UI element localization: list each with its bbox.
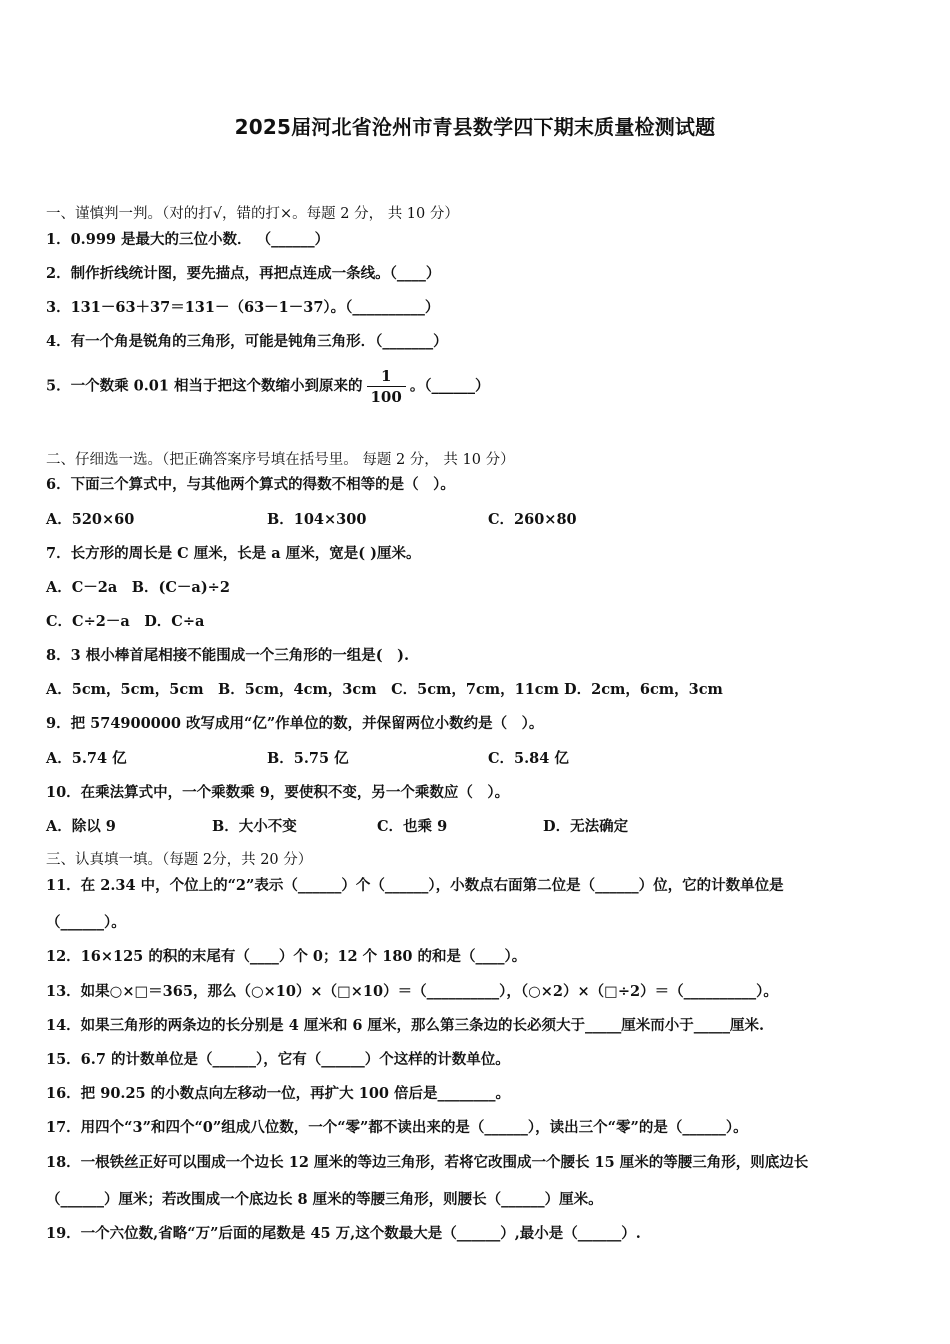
q7-options-ab: A．C－2a B．(C－a)÷2: [46, 579, 230, 596]
question-11-cont: （______）。: [46, 914, 126, 931]
question-3: 3．131－63＋37＝131－（63－1－37）。（__________）: [46, 299, 440, 316]
question-9: 9．把 574900000 改写成用“亿”作单位的数，并保留两位小数约是（ ）。: [46, 715, 544, 732]
question-4: 4．有一个角是锐角的三角形，可能是钝角三角形．（_______）: [46, 333, 448, 350]
question-5: [46, 366, 490, 407]
q8-options: A．5cm，5cm，5cm B．5cm，4cm，3cm C．5cm，7cm，11cm D．2cm，6cm，3cm: [46, 681, 723, 698]
section-3-heading: 三、认真填一填。（每题 2分，共 20 分）: [46, 852, 313, 868]
q9-option-a: A．5.74 亿: [46, 750, 127, 767]
q9-option-c: C．5.84 亿: [488, 750, 569, 767]
section-2-heading: 二、仔细选一选。（把正确答案序号填在括号里。 每题 2 分， 共 10 分）: [46, 452, 515, 468]
question-5-blank: 。（______）: [409, 377, 490, 395]
q9-option-b: B．5.75 亿: [267, 750, 349, 767]
q10-option-d: D．无法确定: [543, 818, 629, 835]
q7-options-cd: C．C÷2－a D．C÷a: [46, 613, 205, 630]
question-7: 7．长方形的周长是 C 厘米，长是 a 厘米，宽是( )厘米。: [46, 545, 421, 562]
question-19: 19．一个六位数,省略“万”后面的尾数是 45 万,这个数最大是（______）,最小是（______）.: [46, 1225, 641, 1242]
question-15: 15．6.7 的计数单位是（______），它有（______）个这样的计数单位。: [46, 1051, 510, 1068]
fraction-denominator: 100: [370, 388, 402, 406]
question-18: 18．一根铁丝正好可以围成一个边长 12 厘米的等边三角形，若将它改围成一个腰长 15 厘米的等腰三角形，则底边长: [46, 1154, 809, 1171]
q10-option-b: B．大小不变: [212, 818, 297, 835]
q10-option-a: A．除以 9: [46, 818, 116, 835]
question-13: 13．如果○×□＝365，那么（○×10）×（□×10）＝（__________），（○×2）×（□÷2）＝（__________）。: [46, 983, 778, 1000]
page-title: 2025届河北省沧州市青县数学四下期末质量检测试题: [234, 115, 716, 139]
question-5-text: 5．一个数乘 0.01 相当于把这个数缩小到原来的: [46, 377, 363, 395]
q10-option-c: C．也乘 9: [377, 818, 448, 835]
question-6: 6．下面三个算式中，与其他两个算式的得数不相等的是（ ）。: [46, 476, 455, 493]
section-1-heading: 一、谨慎判一判。（对的打√，错的打×。每题 2 分， 共 10 分）: [46, 206, 459, 222]
question-17: 17．用四个“3”和四个“0”组成八位数，一个“零”都不读出来的是（______），读出三个“零”的是（______）。: [46, 1119, 748, 1136]
q6-option-c: C．260×80: [488, 511, 577, 528]
question-18-cont: （______）厘米；若改围成一个底边长 8 厘米的等腰三角形，则腰长（______）厘米。: [46, 1191, 603, 1208]
question-1: 1．0.999 是最大的三位小数． （______）: [46, 231, 330, 248]
q6-option-b: B．104×300: [267, 511, 367, 528]
question-14: 14．如果三角形的两条边的长分别是 4 厘米和 6 厘米，那么第三条边的长必须大于_____厘米而小于_____厘米.: [46, 1017, 765, 1034]
question-10: 10．在乘法算式中，一个乘数乘 9，要使积不变，另一个乘数应（ ）。: [46, 784, 510, 801]
question-11: 11．在 2.34 中，个位上的“2”表示（______）个（______），小数点右面第二位是（______）位，它的计数单位是: [46, 877, 784, 894]
question-12: 12．16×125 的积的末尾有（____）个 0；12 个 180 的和是（____）。: [46, 948, 527, 965]
fraction-numerator: 1: [367, 366, 406, 387]
question-2: 2．制作折线统计图，要先描点，再把点连成一条线。（____）: [46, 265, 441, 282]
question-16: 16．把 90.25 的小数点向左移动一位，再扩大 100 倍后是________。: [46, 1085, 511, 1102]
fraction-one-hundredth: [367, 366, 406, 407]
question-8: 8．3 根小棒首尾相接不能围成一个三角形的一组是( ).: [46, 647, 409, 664]
q6-option-a: A．520×60: [46, 511, 135, 528]
